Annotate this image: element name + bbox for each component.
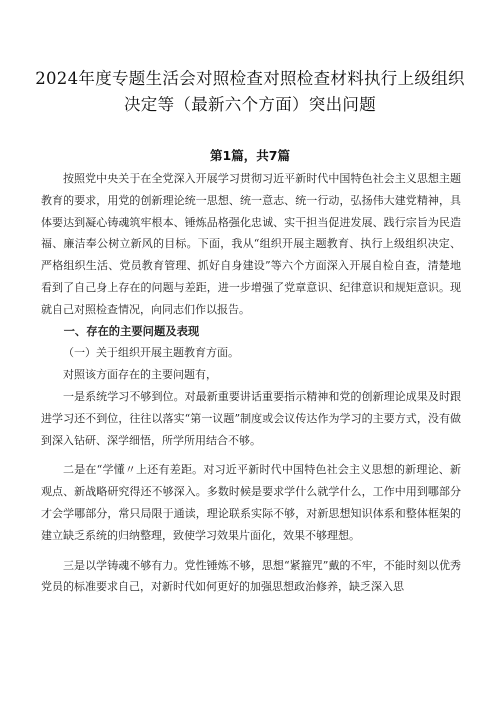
paragraph-intro: 按照党中央关于在全党深入开展学习贯彻习近平新时代中国特色社会主义思想主题教育的要求，用党的创新理论统一思想、统一意志、统一行动，弘扬伟大建党精神，具体要达到凝心铸魂筑牢根本、锤炼品格强化忠诚、实干担当促进发展、践行宗旨为民造福、廉洁奉公树立新风的目标。下面，我从“组织开展主题教育、执行上级组织决定、严格组织生活、党员教育管理、抓好自身建设”等六个方面深入开展自检自查，清楚地看到了自己身上存在的问题与差距，进一步增强了党章意识、纪律意识和规矩意识。现就自己对照检查情况，向同志们作以报告。 <box>41 172 461 316</box>
document-subtitle: 第1篇，共7篇 <box>210 148 290 163</box>
paragraph-lead: 对照该方面存在的主要问题有， <box>63 368 217 382</box>
paragraph-point-1: 一是系统学习不够到位。对最新重要讲话重要指示精神和党的创新理论成果及时跟进学习还不到位，往往以落实“第一议题”制度或会议传达作为学习的主要方式，没有做到深入钻研、深学细悟，所学所用结合不够。 <box>41 389 461 447</box>
paragraph-point-2: 二是在“学懂〃上还有差距。对习近平新时代中国特色社会主义思想的新理论、新观点、新战略研究得还不够深入。多数时候是要求学什么就学什么，工作中用到哪部分才会学哪部分，常只局限于通读，理论联系实际不够，对新思想知识体系和整体框架的建立缺乏系统的归纳整理，致使学习效果片面化，效果不够理想。 <box>41 463 461 542</box>
document-title: 2024年度专题生活会对照检查对照检查材料执行上级组织决定等（最新六个方面）突出问题 <box>35 69 465 114</box>
subsection-heading: （一）关于组织开展主题教育方面。 <box>63 346 239 360</box>
section-heading: 一、存在的主要问题及表现 <box>63 324 200 338</box>
paragraph-point-3: 三是以学铸魂不够有力。党性锤炼不够，思想“紧箍咒”戴的不牢，不能时刻以优秀党员的标准要求自己，对新时代如何更好的加强思想政治修养，缺乏深入思 <box>41 558 461 594</box>
document-body <box>41 168 461 598</box>
